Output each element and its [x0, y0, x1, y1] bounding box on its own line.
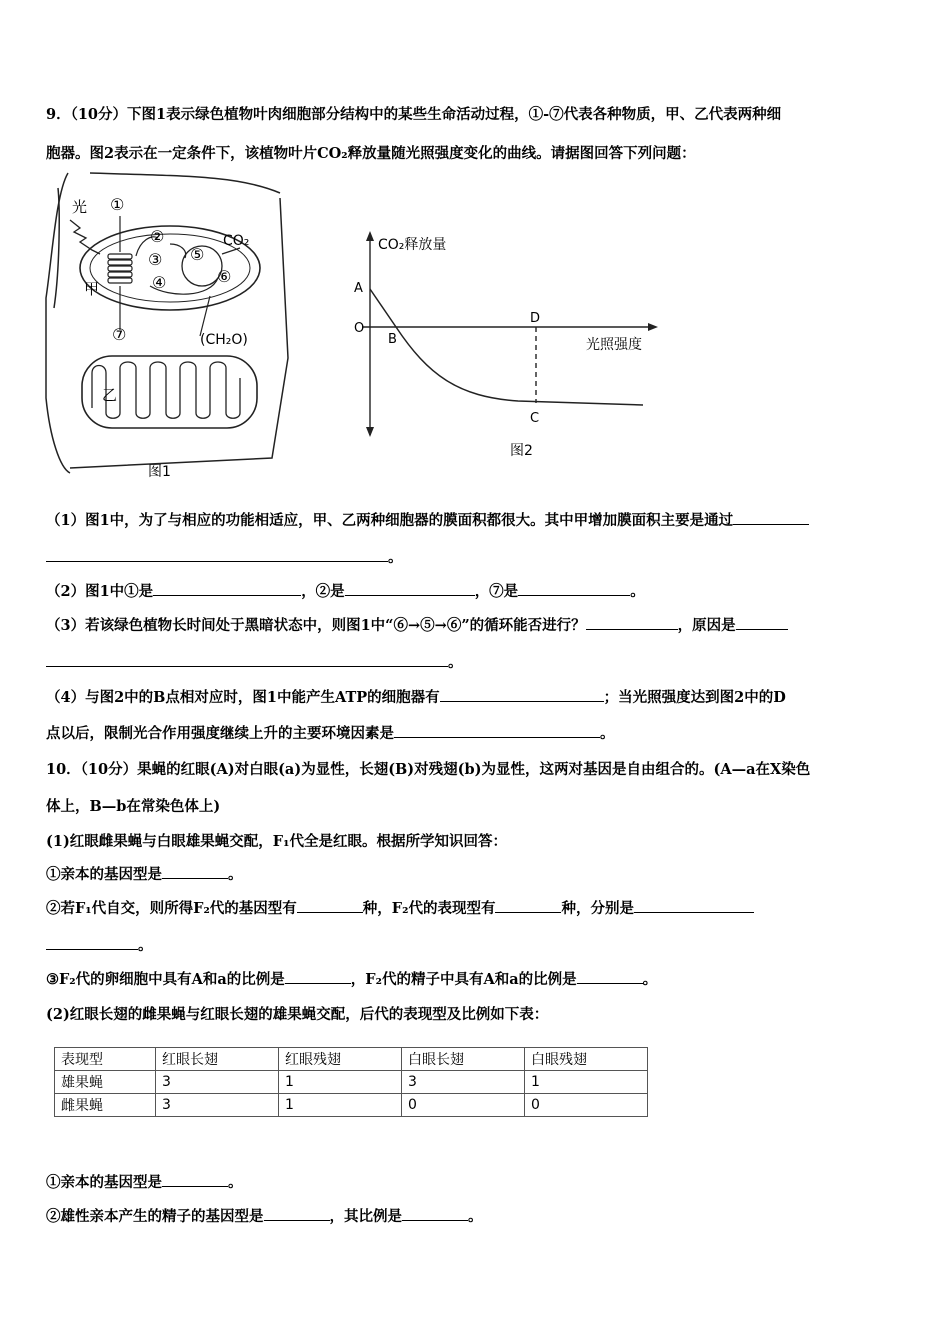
q9-sub2: [46, 580, 645, 601]
table-header-cell: 红眼长翅: [156, 1048, 279, 1071]
fig1-yi: 乙: [102, 386, 118, 404]
fig1-n2: ②: [150, 227, 165, 246]
table-cell: 1: [525, 1071, 648, 1094]
fig1-n3: ③: [148, 250, 163, 269]
q9-sub4-text-c: 点以后，限制光合作用强度继续上升的主要环境因素是: [46, 725, 394, 742]
figure-1: [40, 168, 290, 483]
grana-stack: [108, 254, 132, 283]
q9-sub2-text-a: （2）图1中①是: [46, 583, 154, 600]
table-cell: 1: [279, 1071, 402, 1094]
q9-sub2-text-b: ，②是: [301, 583, 345, 600]
answer-blank[interactable]: [162, 1172, 228, 1187]
table-cell: 雌果蝇: [55, 1094, 156, 1117]
table-header-cell: 红眼残翅: [279, 1048, 402, 1071]
q9-sub3-text-b: ，原因是: [677, 617, 736, 634]
table-cell: 雄果蝇: [55, 1071, 156, 1094]
q10-part1-a-text: ①亲本的基因型是: [46, 866, 162, 883]
answer-blank[interactable]: [297, 898, 363, 913]
q9-line-1: 9．（10分）下图1表示绿色植物叶肉细胞部分结构中的某些生命活动过程，①-⑦代表各种物质，甲、乙代表两种细: [46, 106, 782, 123]
answer-blank[interactable]: [394, 723, 600, 738]
q10-part2-a-end: 。: [228, 1174, 243, 1191]
q10-line-2: 体上，B—b在常染色体上): [46, 798, 221, 815]
answer-blank[interactable]: [402, 1206, 468, 1221]
fig2-point-c: C: [530, 411, 540, 426]
table-cell: 0: [525, 1094, 648, 1117]
answer-blank[interactable]: [345, 581, 475, 596]
table-header-row: [55, 1048, 648, 1071]
answer-blank[interactable]: [736, 615, 788, 630]
answer-blank[interactable]: [495, 898, 561, 913]
answer-blank[interactable]: [46, 547, 388, 562]
q9-sub3-cont: [46, 651, 463, 672]
q10-part2-a: [46, 1171, 243, 1192]
fig2-ylabel: CO₂释放量: [378, 237, 447, 253]
q9-sub1: [46, 509, 809, 530]
table-header-cell: 白眼长翅: [402, 1048, 525, 1071]
answer-blank[interactable]: [285, 969, 351, 984]
q10-part1-c: [46, 968, 657, 989]
answer-blank[interactable]: [586, 615, 678, 630]
fig1-n6: ⑥: [217, 267, 232, 286]
fig2-point-a: A: [354, 281, 363, 296]
q10-part2-b-text-1: ②雄性亲本产生的精子的基因型是: [46, 1208, 264, 1225]
answer-blank[interactable]: [440, 687, 604, 702]
answer-blank[interactable]: [577, 969, 643, 984]
table-cell: 3: [402, 1071, 525, 1094]
fig2-point-b: B: [388, 332, 397, 347]
answer-blank[interactable]: [634, 898, 754, 913]
q10-part1-b-text-1: ②若F₁代自交，则所得F₂代的基因型有: [46, 900, 297, 917]
fig1-n1: ①: [110, 195, 125, 214]
q10-part2-b: [46, 1205, 483, 1226]
fig2-caption: 图2: [510, 443, 533, 459]
answer-blank[interactable]: [153, 581, 301, 596]
phenotype-table: [54, 1047, 648, 1117]
q9-sub4-cont: [46, 722, 615, 743]
q10-part1-a-end: 。: [228, 866, 243, 883]
fig1-light-label: 光: [72, 198, 88, 216]
answer-blank[interactable]: [46, 935, 138, 950]
fig1-caption: 图1: [148, 464, 171, 480]
q10-part1-b-end: 。: [138, 937, 153, 954]
q10-part1-c-text-2: ，F₂代的精子中具有A和a的比例是: [350, 971, 577, 988]
table-cell: 3: [156, 1071, 279, 1094]
fig1-ch2o: (CH₂O): [200, 332, 248, 348]
fig1-jia: 甲: [84, 280, 100, 298]
fig1-n5: ⑤: [190, 245, 205, 264]
q10-part2: (2)红眼长翅的雌果蝇与红眼长翅的雄果蝇交配，后代的表现型及比例如下表：: [46, 1006, 549, 1023]
answer-blank[interactable]: [46, 652, 448, 667]
q10-part1-c-end: 。: [642, 971, 658, 988]
q10-part1-b: [46, 897, 754, 918]
table-header-cell: 白眼残翅: [525, 1048, 648, 1071]
table-cell: 0: [402, 1094, 525, 1117]
q10-part1-b-cont: [46, 934, 153, 955]
fig2-point-o: O: [354, 321, 365, 336]
q10-part1-a: [46, 863, 243, 884]
q10-part1-c-text-1: ③F₂代的卵细胞中具有A和a的比例是: [46, 971, 285, 988]
table-cell: 3: [156, 1094, 279, 1117]
fig1-n7: ⑦: [112, 325, 127, 344]
q10-part1-b-text-3: 种，分别是: [561, 900, 634, 917]
q10-part1-b-text-2: 种，F₂代的表现型有: [362, 900, 496, 917]
q10-part2-a-text: ①亲本的基因型是: [46, 1174, 162, 1191]
q9-sub4-text-a: （4）与图2中的B点相对应时，图1中能产生ATP的细胞器有: [46, 689, 440, 706]
answer-blank[interactable]: [518, 581, 630, 596]
q9-sub3: [46, 614, 788, 635]
q9-sub2-text-c: ，⑦是: [474, 583, 519, 600]
answer-blank[interactable]: [264, 1206, 330, 1221]
q10-line-1: 10．（10分）果蝇的红眼(A)对白眼(a)为显性，长翅(B)对残翅(b)为显性，这两对基因是自由组合的。(A—a在X染色: [46, 761, 811, 778]
q9-sub3-text-a: （3）若该绿色植物长时间处于黑暗状态中，则图1中“⑥→⑤→⑥”的循环能否进行？: [46, 617, 586, 634]
figure-2: [348, 225, 668, 465]
table-row: [55, 1094, 648, 1117]
q9-sub1-end: 。: [388, 549, 403, 566]
q10-part2-b-end: 。: [468, 1208, 483, 1225]
answer-blank[interactable]: [162, 864, 228, 879]
q9-sub4-text-b: ；当光照强度达到图2中的D: [603, 689, 786, 706]
answer-blank[interactable]: [733, 510, 809, 525]
q9-sub1-cont: [46, 546, 403, 567]
table-row: [55, 1071, 648, 1094]
q9-sub4: [46, 686, 786, 707]
fig2-point-d: D: [530, 311, 541, 326]
q10-part1: (1)红眼雌果蝇与白眼雄果蝇交配，F₁代全是红眼。根据所学知识回答：: [46, 833, 507, 850]
q10-part2-b-text-2: ，其比例是: [329, 1208, 402, 1225]
q9-line-2: 胞器。图2表示在一定条件下，该植物叶片CO₂释放量随光照强度变化的曲线。请据图回答下列问题：: [46, 145, 696, 162]
q9-sub2-end: 。: [630, 583, 645, 600]
fig2-xlabel: 光照强度: [586, 337, 642, 353]
table-cell: 1: [279, 1094, 402, 1117]
fig1-n4: ④: [152, 273, 167, 292]
fig1-co2: CO₂: [223, 233, 250, 249]
q9-sub4-end: 。: [600, 725, 615, 742]
table-header-cell: 表现型: [55, 1048, 156, 1071]
q9-sub3-end: 。: [448, 654, 463, 671]
q9-sub1-text: （1）图1中，为了与相应的功能相适应，甲、乙两种细胞器的膜面积都很大。其中甲增加膜面积主要是通过: [46, 512, 734, 529]
